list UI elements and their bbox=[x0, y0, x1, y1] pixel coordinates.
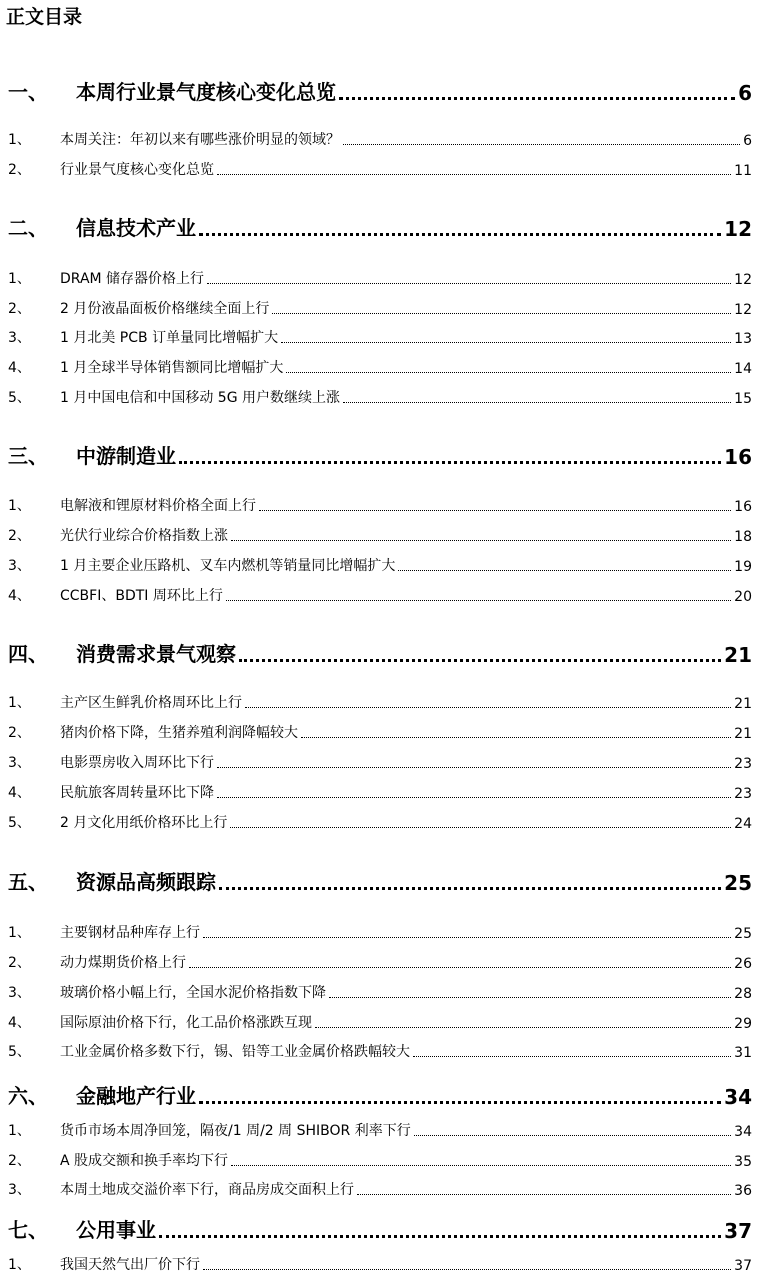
page-number: 34 bbox=[724, 1085, 752, 1109]
page-number: 25 bbox=[734, 926, 752, 942]
entry-title[interactable]: 主要钢材品种库存上行 bbox=[60, 925, 200, 941]
section-title[interactable]: 本周行业景气度核心变化总览 bbox=[76, 80, 336, 104]
entry-number: 4、 bbox=[8, 1015, 31, 1031]
dot-leader bbox=[230, 827, 731, 828]
toc-entry-row[interactable] bbox=[8, 922, 752, 942]
section-number: 一、 bbox=[8, 80, 48, 104]
entry-title[interactable]: 主产区生鲜乳价格周环比上行 bbox=[60, 695, 242, 711]
page-number: 21 bbox=[724, 643, 752, 667]
section-title[interactable]: 信息技术产业 bbox=[76, 216, 196, 240]
entry-number: 1、 bbox=[8, 271, 31, 287]
toc-section-row[interactable] bbox=[8, 866, 752, 895]
entry-title[interactable]: 电影票房收入周环比下行 bbox=[60, 755, 214, 771]
dot-leader bbox=[343, 402, 731, 403]
entry-number: 1、 bbox=[8, 1123, 31, 1139]
page-number: 18 bbox=[734, 529, 752, 545]
entry-title[interactable]: 光伏行业综合价格指数上涨 bbox=[60, 528, 228, 544]
entry-title[interactable]: 2 月文化用纸价格环比上行 bbox=[60, 815, 228, 831]
entry-number: 3、 bbox=[8, 558, 31, 574]
toc-section-row[interactable] bbox=[8, 1214, 752, 1243]
dot-leader bbox=[179, 461, 721, 464]
page-number: 37 bbox=[724, 1219, 752, 1243]
section-number: 三、 bbox=[8, 444, 48, 468]
section-number: 七、 bbox=[8, 1218, 48, 1242]
dot-leader bbox=[217, 767, 731, 768]
entry-title[interactable]: 2 月份液晶面板价格继续全面上行 bbox=[60, 301, 270, 317]
page-number: 31 bbox=[734, 1045, 752, 1061]
entry-number: 5、 bbox=[8, 1044, 31, 1060]
toc-entry-row[interactable] bbox=[8, 1254, 752, 1274]
entry-number: 5、 bbox=[8, 815, 31, 831]
dot-leader bbox=[219, 887, 721, 890]
section-title[interactable]: 中游制造业 bbox=[76, 444, 176, 468]
entry-number: 4、 bbox=[8, 360, 31, 376]
toc-entry-row[interactable] bbox=[8, 1041, 752, 1061]
section-number: 二、 bbox=[8, 216, 48, 240]
page-number: 23 bbox=[734, 786, 752, 802]
dot-leader bbox=[207, 283, 731, 284]
entry-title[interactable]: 1 月主要企业压路机、叉车内燃机等销量同比增幅扩大 bbox=[60, 558, 396, 574]
toc-entry-row[interactable] bbox=[8, 129, 752, 149]
page-number: 6 bbox=[738, 81, 752, 105]
page-number: 6 bbox=[743, 133, 752, 149]
entry-title[interactable]: 国际原油价格下行，化工品价格涨跌互现 bbox=[60, 1015, 312, 1031]
page-number: 28 bbox=[734, 986, 752, 1002]
dot-leader bbox=[259, 510, 731, 511]
entry-number: 1、 bbox=[8, 132, 31, 148]
entry-number: 1、 bbox=[8, 1257, 31, 1273]
dot-leader bbox=[281, 342, 731, 343]
page-number: 12 bbox=[734, 302, 752, 318]
toc-entry-row[interactable] bbox=[8, 387, 752, 407]
dot-leader bbox=[301, 737, 731, 738]
page-number: 23 bbox=[734, 756, 752, 772]
dot-leader bbox=[315, 1027, 731, 1028]
entry-number: 3、 bbox=[8, 330, 31, 346]
entry-number: 2、 bbox=[8, 1153, 31, 1169]
entry-title[interactable]: 动力煤期货价格上行 bbox=[60, 955, 186, 971]
toc-entry-row[interactable] bbox=[8, 357, 752, 377]
page-number: 13 bbox=[734, 331, 752, 347]
page-number: 16 bbox=[734, 499, 752, 515]
section-title[interactable]: 公用事业 bbox=[76, 1218, 156, 1242]
toc-entry-row[interactable] bbox=[8, 722, 752, 742]
toc-entry-row[interactable] bbox=[8, 1150, 752, 1170]
entry-number: 2、 bbox=[8, 955, 31, 971]
entry-number: 2、 bbox=[8, 725, 31, 741]
entry-title[interactable]: 1 月全球半导体销售额同比增幅扩大 bbox=[60, 360, 284, 376]
page-number: 14 bbox=[734, 361, 752, 377]
toc-section-row[interactable] bbox=[8, 638, 752, 667]
entry-title[interactable]: 工业金属价格多数下行，锡、铅等工业金属价格跌幅较大 bbox=[60, 1044, 410, 1060]
toc-entry-row[interactable] bbox=[8, 692, 752, 712]
entry-title[interactable]: DRAM 储存器价格上行 bbox=[60, 271, 205, 287]
toc-entry-row[interactable] bbox=[8, 1120, 752, 1140]
dot-leader bbox=[159, 1235, 721, 1238]
entry-title[interactable]: 民航旅客周转量环比下降 bbox=[60, 785, 214, 801]
entry-title[interactable]: 本周关注：年初以来有哪些涨价明显的领域？ bbox=[60, 132, 340, 148]
toc-entry-row[interactable] bbox=[8, 298, 752, 318]
page-number: 29 bbox=[734, 1016, 752, 1032]
entry-number: 4、 bbox=[8, 588, 31, 604]
toc-entry-row[interactable] bbox=[8, 812, 752, 832]
entry-title[interactable]: 玻璃价格小幅上行，全国水泥价格指数下降 bbox=[60, 985, 326, 1001]
toc-entry-row[interactable] bbox=[8, 1179, 752, 1199]
dot-leader bbox=[414, 1135, 731, 1136]
toc-entry-row[interactable] bbox=[8, 982, 752, 1002]
page-number: 19 bbox=[734, 559, 752, 575]
dot-leader bbox=[217, 797, 731, 798]
page-number: 26 bbox=[734, 956, 752, 972]
section-title[interactable]: 消费需求景气观察 bbox=[76, 642, 236, 666]
section-title[interactable]: 金融地产行业 bbox=[76, 1084, 196, 1108]
dot-leader bbox=[203, 1269, 731, 1270]
toc-section-row[interactable] bbox=[8, 440, 752, 469]
entry-number: 3、 bbox=[8, 1182, 31, 1198]
toc-entry-row[interactable] bbox=[8, 525, 752, 545]
entry-title[interactable]: 我国天然气出厂价下行 bbox=[60, 1257, 200, 1273]
toc-entry-row[interactable] bbox=[8, 159, 752, 179]
page-number: 11 bbox=[734, 163, 752, 179]
toc-section-row[interactable] bbox=[8, 76, 752, 105]
toc-entry-row[interactable] bbox=[8, 1012, 752, 1032]
page-number: 12 bbox=[724, 217, 752, 241]
dot-leader bbox=[398, 570, 731, 571]
entry-number: 4、 bbox=[8, 785, 31, 801]
dot-leader bbox=[226, 600, 731, 601]
page-number: 37 bbox=[734, 1258, 752, 1274]
toc-entry-row[interactable] bbox=[8, 752, 752, 772]
toc-entry-row[interactable] bbox=[8, 555, 752, 575]
dot-leader bbox=[189, 967, 731, 968]
toc-section-row[interactable] bbox=[8, 1080, 752, 1109]
entry-title[interactable]: A 股成交额和换手率均下行 bbox=[60, 1153, 229, 1169]
entry-number: 5、 bbox=[8, 390, 31, 406]
page-number: 21 bbox=[734, 726, 752, 742]
page-number: 25 bbox=[724, 871, 752, 895]
dot-leader bbox=[231, 540, 731, 541]
page-number: 34 bbox=[734, 1124, 752, 1140]
dot-leader bbox=[231, 1165, 731, 1166]
page-number: 15 bbox=[734, 391, 752, 407]
toc-entry-row[interactable] bbox=[8, 327, 752, 347]
entry-title[interactable]: 电解液和锂原材料价格全面上行 bbox=[60, 498, 256, 514]
dot-leader bbox=[199, 1101, 721, 1104]
entry-title[interactable]: 行业景气度核心变化总览 bbox=[60, 162, 214, 178]
entry-title[interactable]: 猪肉价格下降，生猪养殖利润降幅较大 bbox=[60, 725, 298, 741]
section-number: 四、 bbox=[8, 642, 48, 666]
dot-leader bbox=[329, 997, 731, 998]
dot-leader bbox=[199, 233, 721, 236]
dot-leader bbox=[272, 313, 731, 314]
entry-number: 1、 bbox=[8, 925, 31, 941]
entry-title[interactable]: 1 月北美 PCB 订单量同比增幅扩大 bbox=[60, 330, 279, 346]
dot-leader bbox=[203, 937, 731, 938]
dot-leader bbox=[239, 659, 721, 662]
toc-section-row[interactable] bbox=[8, 212, 752, 241]
toc-entry-row[interactable] bbox=[8, 782, 752, 802]
page-number: 20 bbox=[734, 589, 752, 605]
entry-title[interactable]: 本周土地成交溢价率下行，商品房成交面积上行 bbox=[60, 1182, 354, 1198]
entry-number: 3、 bbox=[8, 985, 31, 1001]
section-number: 六、 bbox=[8, 1084, 48, 1108]
page-number: 16 bbox=[724, 445, 752, 469]
section-number: 五、 bbox=[8, 870, 48, 894]
entry-number: 3、 bbox=[8, 755, 31, 771]
page-number: 12 bbox=[734, 272, 752, 288]
page-number: 36 bbox=[734, 1183, 752, 1199]
toc-heading: 正文目录 bbox=[6, 6, 83, 28]
toc-entry-row[interactable] bbox=[8, 495, 752, 515]
dot-leader bbox=[413, 1056, 731, 1057]
dot-leader bbox=[343, 144, 740, 145]
section-title[interactable]: 资源品高频跟踪 bbox=[76, 870, 216, 894]
entry-title[interactable]: 1 月中国电信和中国移动 5G 用户数继续上涨 bbox=[60, 390, 341, 406]
entry-number: 2、 bbox=[8, 528, 31, 544]
toc-entry-row[interactable] bbox=[8, 585, 752, 605]
entry-title[interactable]: 货币市场本周净回笼，隔夜/1 周/2 周 SHIBOR 利率下行 bbox=[60, 1123, 411, 1139]
dot-leader bbox=[245, 707, 731, 708]
entry-title[interactable]: CCBFI、BDTI 周环比上行 bbox=[60, 588, 223, 604]
entry-number: 2、 bbox=[8, 301, 31, 317]
entry-number: 2、 bbox=[8, 162, 31, 178]
toc-entry-row[interactable] bbox=[8, 952, 752, 972]
toc-entry-row[interactable] bbox=[8, 268, 752, 288]
page-number: 21 bbox=[734, 696, 752, 712]
page-number: 24 bbox=[734, 816, 752, 832]
dot-leader bbox=[217, 174, 731, 175]
dot-leader bbox=[286, 372, 731, 373]
entry-number: 1、 bbox=[8, 498, 31, 514]
dot-leader bbox=[357, 1194, 731, 1195]
entry-number: 1、 bbox=[8, 695, 31, 711]
dot-leader bbox=[339, 97, 735, 100]
page-number: 35 bbox=[734, 1154, 752, 1170]
